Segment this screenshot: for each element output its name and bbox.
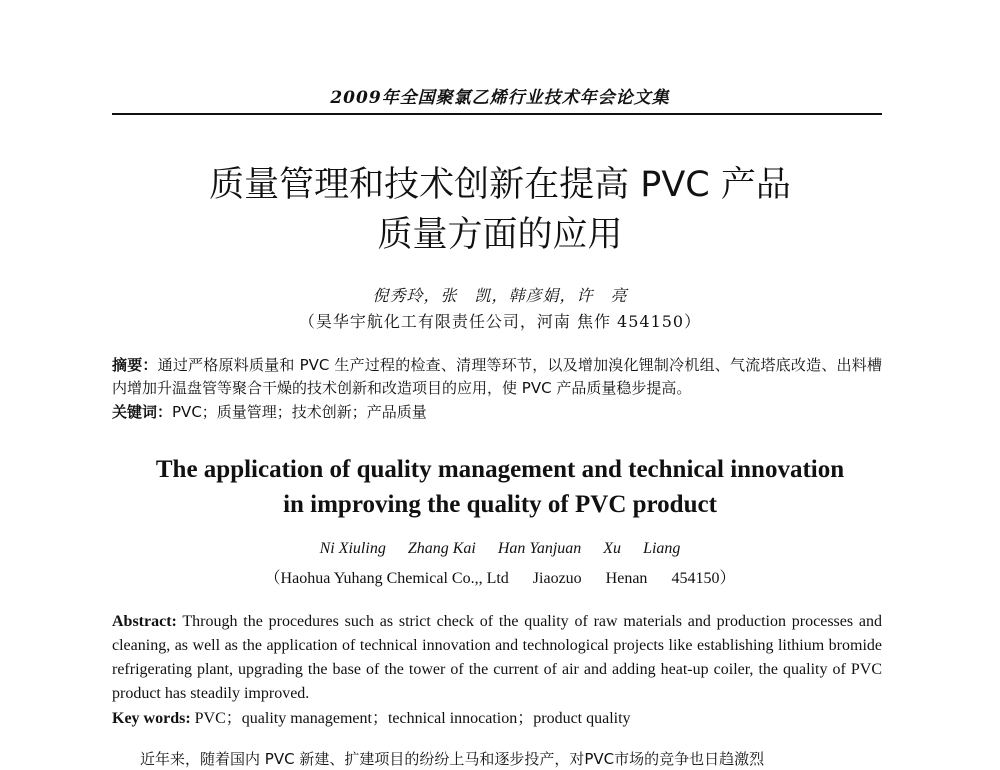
english-affiliation <box>0 565 1000 588</box>
chinese-keywords-label: 关键词： <box>112 403 173 421</box>
running-header: 2009年全国聚氯乙烯行业技术年会论文集 <box>330 88 670 108</box>
english-abstract-text: Through the procedures such as strict check of the quality of raw materials and production processes and cleaning, as well as the application of technical innovation and technological projects like establishing lithium bromide refrigerating plant, upgrading the base of the tower of the current of air and adding heat-up coiler, the quality of PVC product has steadily improved. <box>112 613 883 702</box>
english-author: Liang <box>643 540 681 557</box>
header-rule <box>112 113 882 115</box>
chinese-keywords <box>112 401 882 424</box>
english-author: Ni Xiuling <box>319 540 386 557</box>
english-title <box>0 452 1000 522</box>
english-keywords <box>112 707 882 731</box>
english-abstract-label: Abstract: <box>112 613 177 630</box>
english-keywords-text: PVC；quality management；technical innocation；product quality <box>194 710 631 727</box>
chinese-abstract-label: 摘要： <box>112 356 158 374</box>
chinese-title <box>0 160 1000 260</box>
affiliation-province: Henan <box>605 570 648 587</box>
affiliation-postcode: 454150） <box>671 570 736 587</box>
chinese-title-line-2: 质量方面的应用 <box>377 215 623 255</box>
affiliation-company: （Haohua Yuhang Chemical Co.,, Ltd <box>264 570 509 587</box>
chinese-keywords-text: PVC；质量管理；技术创新；产品质量 <box>172 403 427 421</box>
english-author: Han Yanjuan <box>497 540 582 557</box>
chinese-title-line-1: 质量管理和技术创新在提高 PVC 产品 <box>209 165 791 205</box>
chinese-abstract <box>112 354 882 400</box>
chinese-abstract-text: 通过严格原料质量和 PVC 生产过程的检查、清理等环节，以及增加溴化锂制冷机组、气流塔底改造、出料槽内增加升温盘管等聚合干燥的技术创新和改造项目的应用，使 PVC 产品质量稳步提高。 <box>112 356 882 397</box>
affiliation-city: Jiaozuo <box>532 570 582 587</box>
english-keywords-label: Key words: <box>112 710 191 727</box>
body-text-first-line: 近年来，随着国内 PVC 新建、扩建项目的纷纷上马和逐步投产，对PVC市场的竞争也日趋激烈 <box>140 750 765 768</box>
english-title-line-2: in improving the quality of PVC product <box>283 491 717 518</box>
english-author: Zhang Kai <box>407 540 476 557</box>
english-abstract <box>112 610 882 706</box>
chinese-affiliation: （昊华宇航化工有限责任公司，河南 焦作 454150） <box>298 312 702 331</box>
english-author: Xu <box>603 540 622 557</box>
english-title-line-1: The application of quality management and technical innovation <box>155 456 845 483</box>
chinese-authors: 倪秀玲，张 凯，韩彦娟，许 亮 <box>372 286 628 305</box>
english-authors <box>0 540 1000 558</box>
